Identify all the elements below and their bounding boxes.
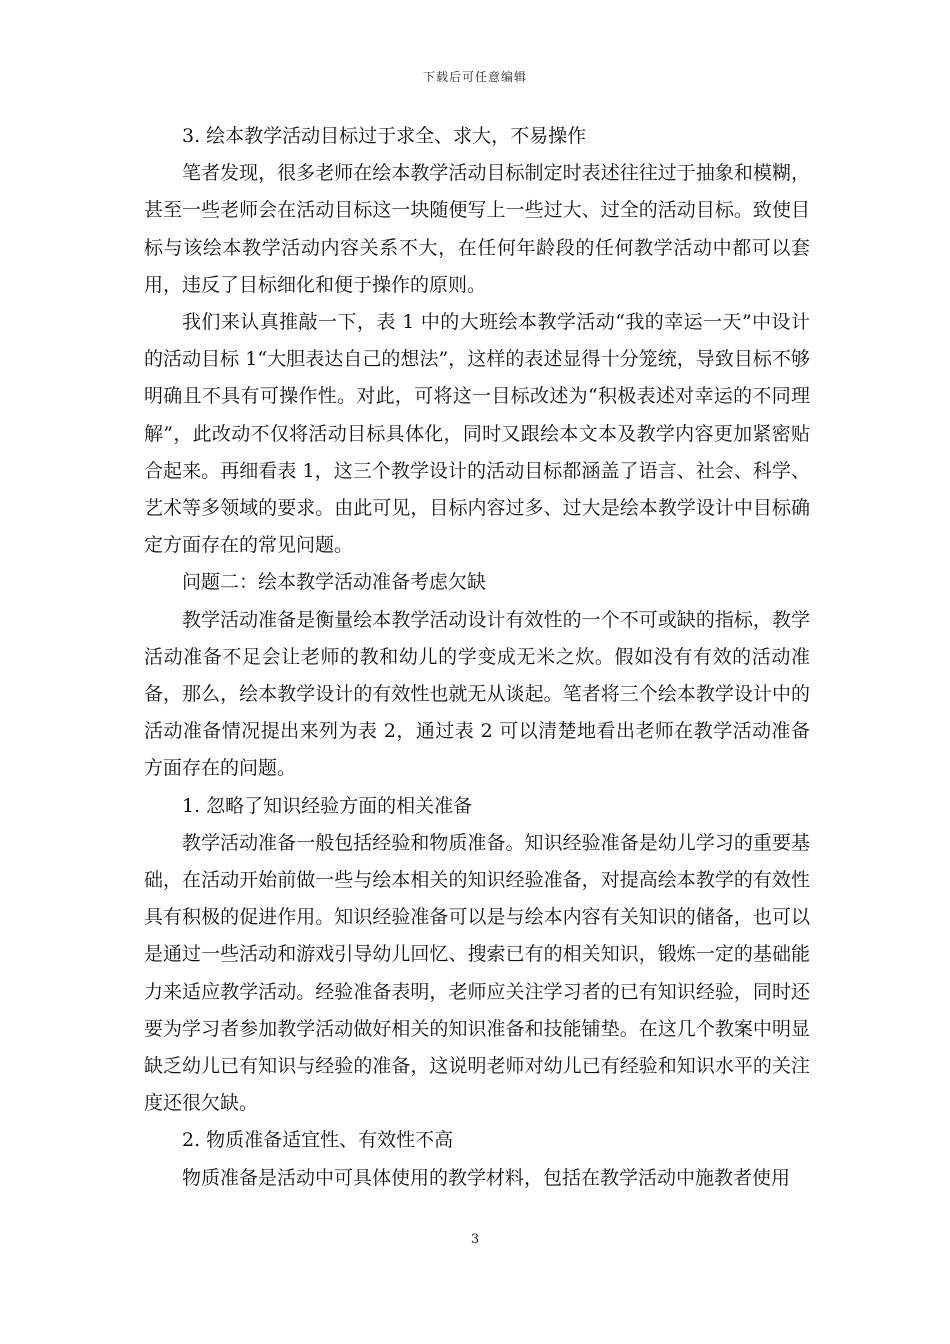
section-heading-2: 2. 物质准备适宜性、有效性不高 bbox=[182, 1129, 454, 1152]
document-body bbox=[144, 118, 810, 1197]
body-paragraph: 我们来认真推敲一下，表 1 中的大班绘本教学活动“我的幸运一天”中设计的活动目标 1“大胆表达自己的想法”，这样的表述显得十分笼统，导致目标不够明确且不具有可操作性。对此，可将这一目标改述为“积极表述对幸运的不同理解”，此改动不仅将活动目标具体化，同时又跟绘本文本及教学内容更加紧密贴合起来。再细看表 1，这三个教学设计的活动目标都涵盖了语言、社会、科学、艺术等多领域的要求。由此可见，目标内容过多、过大是绘本教学设计中目标确定方面存在的常见问题。 bbox=[144, 311, 810, 557]
body-paragraph: 物质准备是活动中可具体使用的教学材料，包括在教学活动中施教者使用 bbox=[182, 1166, 791, 1189]
page-number: 3 bbox=[470, 1232, 480, 1247]
body-paragraph: 教学活动准备一般包括经验和物质准备。知识经验准备是幼儿学习的重要基础，在活动开始前做一些与绘本相关的知识经验准备，对提高绘本教学的有效性具有积极的促进作用。知识经验准备可以是与绘本内容有关知识的储备，也可以是通过一些活动和游戏引导幼儿回忆、搜索已有的相关知识，锻炼一定的基础能力来适应教学活动。经验准备表明，老师应关注学习者的已有知识经验，同时还要为学习者参加教学活动做好相关的知识准备和技能铺垫。在这几个教案中明显缺乏幼儿已有知识与经验的准备，这说明老师对幼儿已有经验和知识水平的关注度还很欠缺。 bbox=[144, 831, 810, 1115]
page-header-note: 下载后可任意编辑 bbox=[422, 70, 527, 84]
body-paragraph: 教学活动准备是衡量绘本教学活动设计有效性的一个不可或缺的指标，教学活动准备不足会让老师的教和幼儿的学变成无米之炊。假如没有有效的活动准备，那么，绘本教学设计的有效性也就无从谈起。笔者将三个绘本教学设计中的活动准备情况提出来列为表 2，通过表 2 可以清楚地看出老师在教学活动准备方面存在的问题。 bbox=[144, 608, 810, 780]
section-heading-3: 3. 绘本教学活动目标过于求全、求大，不易操作 bbox=[182, 125, 587, 147]
section-heading-1: 1. 忽略了知识经验方面的相关准备 bbox=[182, 794, 473, 817]
body-paragraph: 笔者发现，很多老师在绘本教学活动目标制定时表述往往过于抽象和模糊，甚至一些老师会在活动目标这一块随便写上一些过大、过全的活动目标。致使目标与该绘本教学活动内容关系不大，在任何年龄段的任何教学活动中都可以套用，违反了目标细化和便于操作的原则。 bbox=[144, 162, 810, 296]
problem-two-heading: 问题二：绘本教学活动准备考虑欠缺 bbox=[182, 571, 487, 594]
